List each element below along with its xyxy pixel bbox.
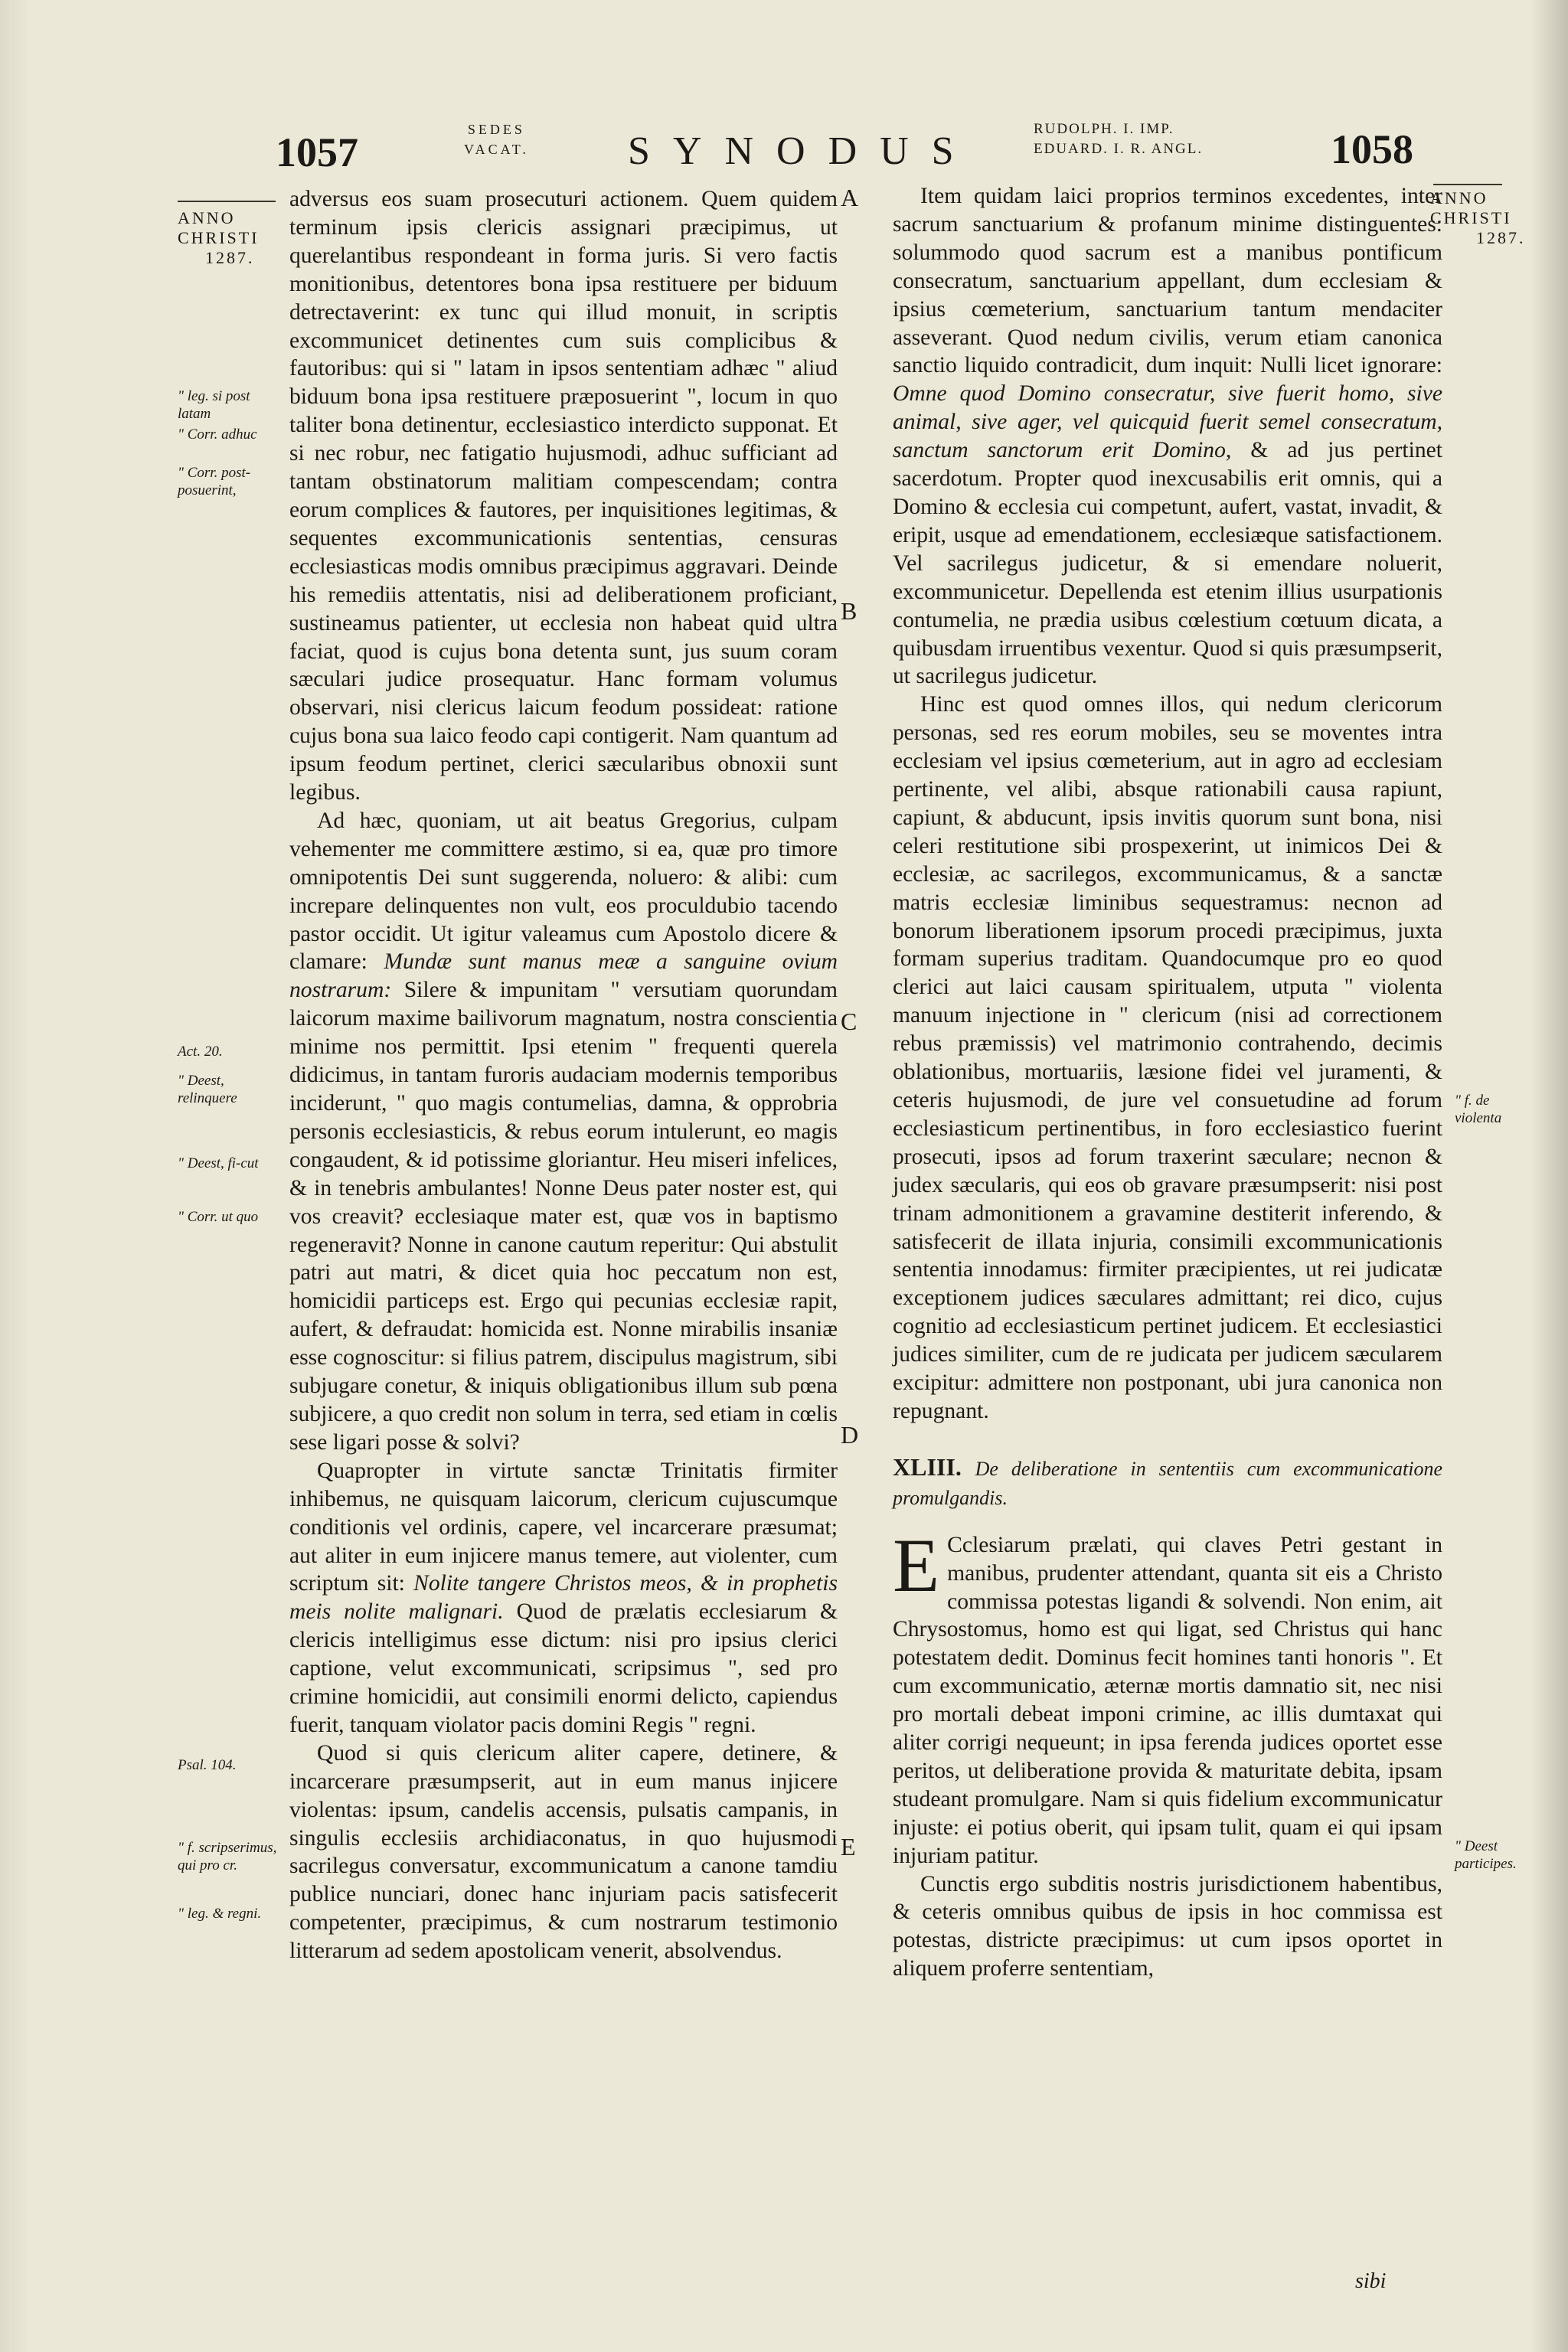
margin-note: " leg. si post latam <box>178 388 250 422</box>
section-letter-a: A <box>841 184 859 211</box>
running-title: SYNODUS <box>628 129 977 173</box>
paragraph-text: Item quidam laici proprios terminos excedentes, inter sacrum sanctuarium & profanum minime distinguentes: solummodo quod sacrum est a manibus pontificum consecratum, sanctuarium appellant, dum ecclesiam & ipsius cœmeterium, sanctuarium tantum mendaciter asseverant. Quod nedum civilis, verum etiam canonica sanctio liquido contradicit, dum inquit: Nulli licet ignorare: <box>893 184 1442 378</box>
section-letter-e: E <box>841 1833 856 1860</box>
paragraph: Cunctis ergo subditis nostris jurisdictionem habentibus, & ceteris omnibus quibus de ipsis in hoc commissa est potestas, districte præcipimus: ut cum ipsos oportet in aliquem proferre sententiam, <box>893 1871 1442 1981</box>
scripture-quote: Mundæ sunt manus meæ a sanguine ovium nostrarum: <box>289 949 838 1003</box>
header-sedes-vacat <box>464 119 529 159</box>
anno-rule-left <box>178 201 276 202</box>
year-label: 1287. <box>205 248 255 267</box>
right-column <box>893 182 1442 1983</box>
paragraph: Quod si quis clericum aliter capere, detinere, & incarcerare præsumpserit, aut in eum manus injicere violentas: ipsum, candelis accensis, pulsatis campanis, in singulis ecclesiis archidiaconatus, in quo hujusmodi sacrilegus conversatur, excommunicatum a canone tamdiu publice nunciari, donec hanc injuriam pacis satisfecerit competenter, præcipimus, & cum nostrarum testimonio litterarum ad sedem apostolicam venerit, absolvendus. <box>289 1740 838 1964</box>
margin-note: " Corr. post-posuerint, <box>178 465 251 498</box>
paragraph <box>893 182 1442 691</box>
section-title: De deliberatione in sententiis cum excommunicatione promulgandis. <box>893 1457 1442 1509</box>
section-number: XLIII. <box>893 1452 962 1481</box>
drop-cap: E <box>893 1522 940 1608</box>
margin-note: " f. de violenta <box>1455 1093 1502 1126</box>
paragraph <box>289 807 838 1457</box>
section-letter-b: B <box>841 597 858 625</box>
anno-christi-left <box>178 208 260 268</box>
paragraph: adversus eos suam prosecuturi actionem. Quem quidem terminum ipsis clericis assignari præcipimus, ut querelantibus respondeant in forma juris. Si vero factis monitionibus, detentores bona ipsa restituere per biduum detrectaverint: ex tunc qui illud monuit, in scriptis excommunicet detinentes cum suis complicibus & fautoribus: qui si " latam in ipsos sententiam adhæc " aliud biduum bona ipsa restituere præposuerint ", locum in quo taliter bona detinentur, ecclesiastico interdicto supponat. Et si nec robur, nec fatigatio hujusmodi, adhuc sufficiant ad tantam obstinatorum malitiam compescendam; contra eorum complices & fautores, per inquisitiones legitimas, & sequentes excommunicationis sententias, censuras ecclesiasticas modis omnibus præcipimus aggravari. Deinde his remediis attentatis, nisi ad deliberationem proficiant, sustineamus patienter, ut ecclesia non habeat quid ultra faciat, quod is cujus bona detenta sunt, jus suum coram sæculari judice prosequatur. Hanc formam volumus observari, nisi clericus laicum feodum possideat: ratione cujus bona sua laico feodo capi contigerit. Nam quantum ad ipsum feodum pertinet, clerici sæcularibus obnoxii sunt legibus. <box>289 187 838 805</box>
page-number-right: 1058 <box>1331 126 1413 172</box>
paragraph: Hinc est quod omnes illos, qui nedum clericorum personas, sed res eorum mobiles, seu se moventes intra ecclesiam vel ipsius cœmeterium, aut in agro ad ecclesiam pertinente, vel alibi, absque rationabili causa rapiunt, capiunt, & abducunt, ipsis invitis quorum sunt bona, nisi celeri restitutione sibi prospexerint, ut inimicos Dei & ecclesiæ, ac sacrilegos, excommunicamus, & a sanctæ matris ecclesiæ liminibus sequestramus: necnon ad bonorum liberationem ipsorum procedi præcipimus, juxta formam superius traditam. Quandocumque pro eo quod clerici aut laici causam spiritualem, utputa " violenta manuum injectione in " clericum (nisi ad correctionem rebus præmissis) vel matrimonio contrahendo, decimis oblationibus, mortuariis, læsione fidei vel juramenti, & ceteris hujusmodi, de jure vel consuetudine ad forum ecclesiasticum pertinentibus, in foro ecclesiastico fuerint prosecuti, ipsos ad forum traxerint sæculare; necnon & judex sæcularis, qui eos ob gravare præsumpserit: nisi post trinam admonitionem a gravamine destiterit inferendo, & satisfecerit de illata injuria, consimili excommunicationis sententia innodamus: firmiter præcipientes, ut rei judicatæ exceptionem judices sæculares admittant; rei dico, cujus cognitio ad ecclesiasticum pertinet judicem. Et ecclesiastici judices similiter, cum de re judicata per judicem sæcularem excipitur: admittere non postponant, ubi jura canonica non repugnant. <box>893 692 1442 1423</box>
margin-note: " Deest, relinquere <box>178 1073 237 1106</box>
header-vacat: VACAT. <box>464 142 529 157</box>
paragraph-text: Cclesiarum prælati, qui claves Petri gestant in manibus, prudenter attendant, quanta sit eis a Christo commissa potestas ligandi & solvendi. Non enim, ait Chrysostomus, homo est qui ligat, sed Christus qui hanc potestatem dedit. Dominus fecit homines tanti honoris ". Et cum excommunicatio, æternæ mortis damnatio sit, nec nisi pro mortali debeat imponi crimine, ac illis dumtaxat qui aliter corrigi nequeunt; in ipsa ferenda judices oportet esse peritos, ut deliberatione provida & maturitate debita, ipsam studeant promulgare. Nam si quis fidelium excommunicatur injuste: ei potius oberit, qui ipsam tulit, quam ei qui ipsam injuriam patitur. <box>893 1532 1442 1868</box>
margin-note: " f. scripserimus, qui pro cr. <box>178 1840 277 1873</box>
margin-note: Act. 20. <box>178 1044 223 1060</box>
paragraph <box>289 1457 838 1740</box>
catchword: sibi <box>1355 2269 1387 2293</box>
christi-label: CHRISTI <box>178 228 260 247</box>
margin-note: " Corr. ut quo <box>178 1209 259 1225</box>
paragraph-text: Silere & impunitam " versutiam quorundam laicorum maxime bailivorum magnatum, nostra conscientia minime nos permittit. Ipsi etenim " frequenti querela didicimus, in tantam furoris audaciam modernis temporibus inciderunt, " quo magis contumelias, damna, & opprobria personis ecclesiasticis, & rebus eorum intulerunt, eo magis congaudent, & id potissime gloriantur. Heu miseri infelices, & in tenebris ambulantes! Nonne Deus pater noster est, qui vos creavit? ecclesiaque mater est, quæ vos in baptismo regeneravit? Nonne in canone cautum reperitur: Qui abstulit patri aut matri, & dicet quia hoc peccatum non est, homicidii particeps est. Ergo qui pecunias ecclesiæ rapit, aufert, & defraudat: homicida est. Nonne mirabilis insaniæ esse cognoscitur: si filius patrem, discipulus magistrum, sibi subjugare conetur, & iniquis obligationibus illum sub pœna subjicere, a quo credit non solum in terra, sed etiam in cœlis sese ligari posse & solvi? <box>289 978 838 1455</box>
left-column <box>289 185 838 1965</box>
margin-note: " Deest participes. <box>1455 1838 1517 1872</box>
header-eduard: EDUARD. I. R. ANGL. <box>1034 141 1204 157</box>
anno-christi-right <box>1430 188 1526 248</box>
section-heading <box>893 1453 1442 1513</box>
section-letter-d: D <box>841 1421 859 1449</box>
page-number-left: 1057 <box>276 129 358 175</box>
anno-label: ANNO <box>1430 188 1488 207</box>
anno-rule-right <box>1433 184 1502 185</box>
scripture-quote: Nolite tangere Christos meos, & in prophetis meis nolite malignari. <box>289 1571 838 1625</box>
paragraph-text: & ad jus pertinet sacerdotum. Propter quod inexcusabilis erit omnis, qui a Domino & ecclesia cui competunt, aufert, vastat, invadit, & eripit, usque ad emendationem, ecclesiæque satisfactionem. Vel sacrilegus judicetur, & si emendare noluerit, excommunicetur. Depellenda est etenim illius usurpationis contumelia, ne prædia usibus cœlestium cœtuum dicata, a quibusdam irruentibus vexentur. Quod si quis præsumpserit, ut sacrilegus judicetur. <box>893 438 1442 689</box>
margin-note: " Deest, fi-cut <box>178 1155 259 1171</box>
anno-label: ANNO <box>178 208 236 227</box>
paragraph-text: Quod de prælatis ecclesiarum & clericis intelligimus esse dictum: nisi pro ipsius clerici captione, velut excommunicati, scripsimus ", sed pro crimine homicidii, aut consimili enormi delicto, capiendus fuerit, tanquam violator pacis domini Regis " regni. <box>289 1599 838 1737</box>
paragraph-text: Ad hæc, quoniam, ut ait beatus Gregorius, culpam vehementer me committere æstimo, si ea, quæ pro timore omnipotentis Dei sunt suggerenda, noluero: & alibi: cum increpare delinquentes non vult, eos proculdubio tacendo pastor occidit. Ut igitur valeamus cum Apostolo dicere & clamare: <box>289 808 838 975</box>
paragraph <box>893 1522 1442 1870</box>
margin-note: " Corr. adhuc <box>178 426 257 443</box>
header-sedes: SEDES <box>467 122 525 137</box>
christi-label: CHRISTI <box>1430 208 1512 227</box>
header-rudolph: RUDOLPH. I. IMP. <box>1034 121 1174 137</box>
year-label: 1287. <box>1476 228 1526 247</box>
margin-note: " leg. & regni. <box>178 1906 262 1922</box>
margin-note: Psal. 104. <box>178 1757 237 1773</box>
paragraph-text: Quapropter in virtute sanctæ Trinitatis firmiter inhibemus, ne quisquam laicorum, clericum cujuscumque conditionis vel ordinis, capere, vel incarcerare præsumat; aut aliter in eum injicere manus temere, aut violenter, cum scriptum sit: <box>289 1458 838 1596</box>
section-letter-c: C <box>841 1008 858 1035</box>
header-rulers <box>1034 119 1203 159</box>
scripture-quote: Omne quod Domino consecratur, sive fuerit homo, sive animal, sive ager, vel quicquid fuerit semel consecratum, sanctum sanctorum erit Domino, <box>893 381 1442 463</box>
